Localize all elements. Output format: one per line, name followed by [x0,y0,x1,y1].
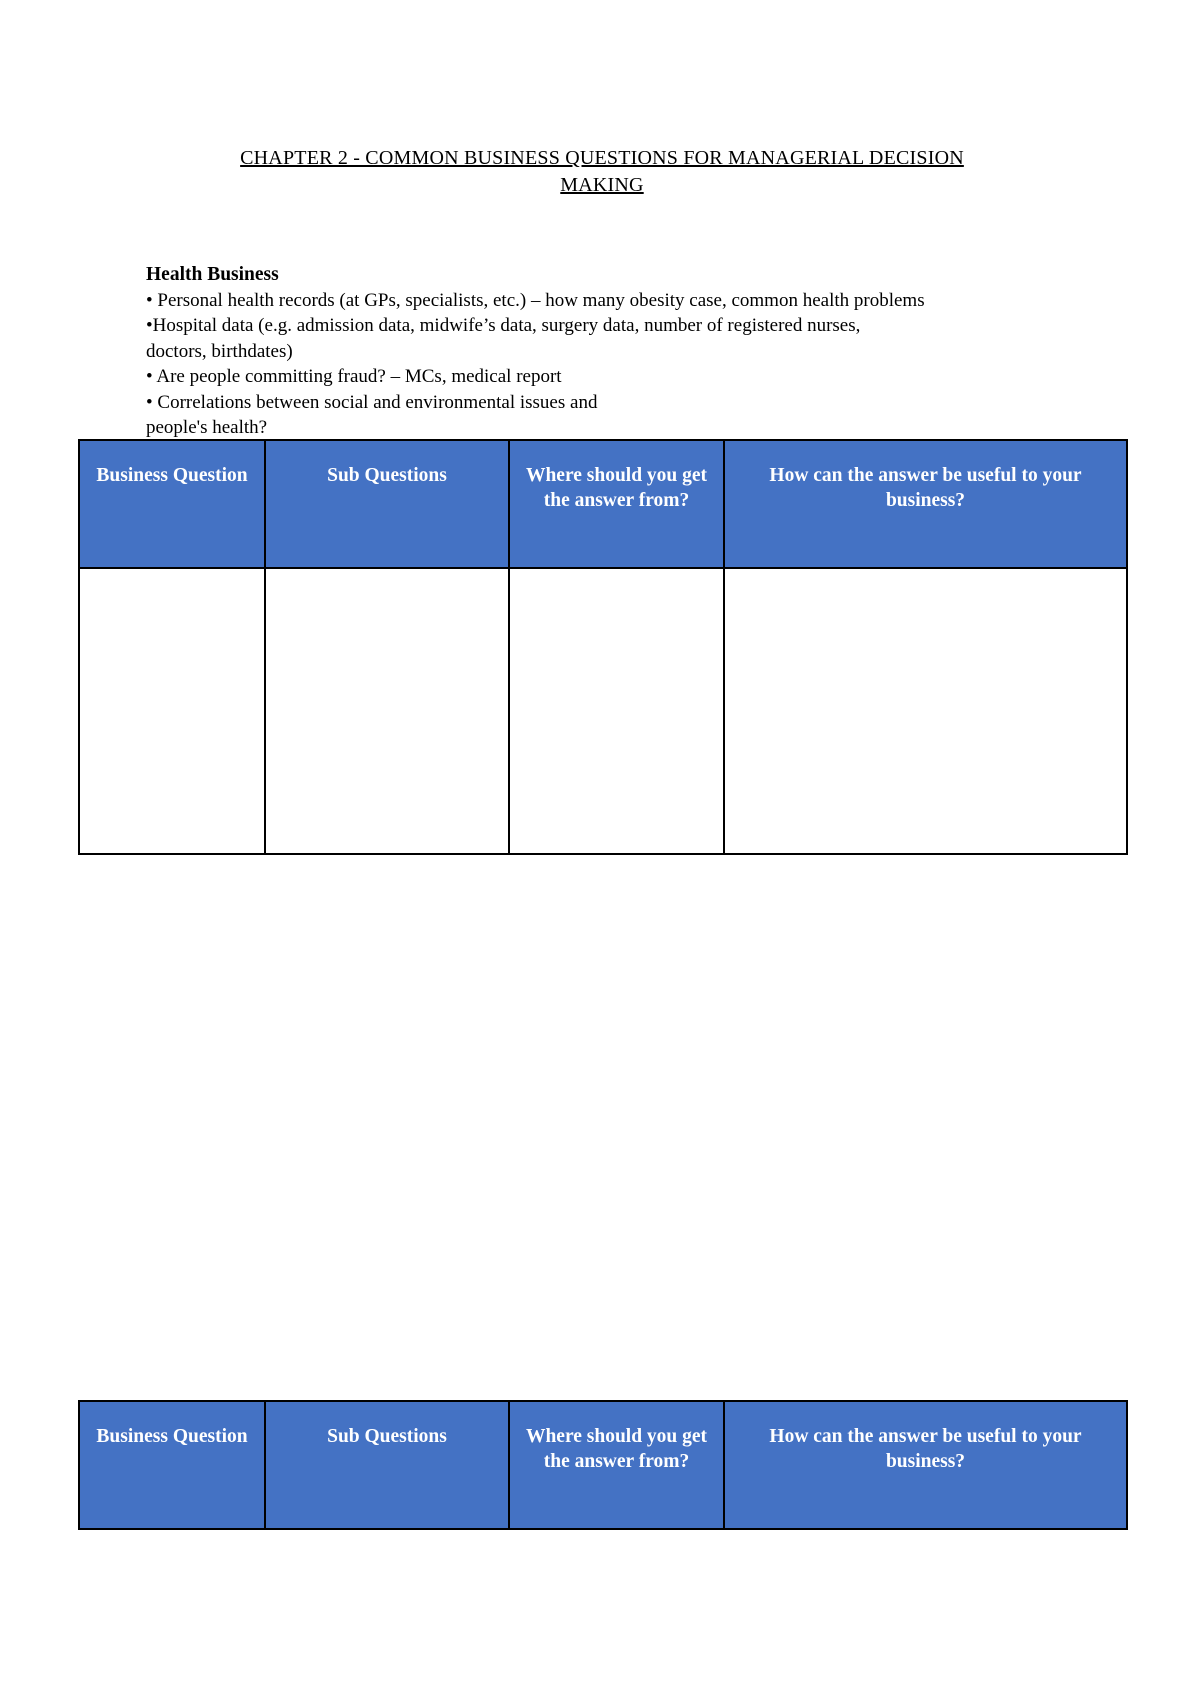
page-title-line-2: MAKING [560,174,644,196]
header-usefulness: How can the answer be useful to your business? [724,1401,1127,1529]
table-row [79,568,1127,854]
bullet-hospital-data: •Hospital data (e.g. admission data, midwife’s data, surgery data, number of registered nurses, [146,315,861,336]
cell-answer-source[interactable] [509,568,724,854]
header-answer-source: Where should you get the answer from? [509,1401,724,1529]
table-header-row [79,440,1127,568]
header-business-question: Business Question [79,440,265,568]
section-heading: Health Business [146,264,279,285]
table-header-row [79,1401,1127,1529]
bullet-personal-health-records: • Personal health records (at GPs, specialists, etc.) – how many obesity case, common health problems [146,289,925,311]
header-usefulness: How can the answer be useful to your business? [724,440,1127,568]
header-sub-questions: Sub Questions [265,1401,509,1529]
bullet-correlations: • Correlations between social and environmental issues and [146,391,598,413]
page-title-line-1: CHAPTER 2 - COMMON BUSINESS QUESTIONS FOR MANAGERIAL DECISION [240,147,964,169]
cell-business-question[interactable] [79,568,265,854]
header-answer-source: Where should you get the answer from? [509,440,724,568]
question-table-1 [78,439,1128,855]
health-business-section [146,262,1086,441]
cell-sub-questions[interactable] [265,568,509,854]
cell-usefulness[interactable] [724,568,1127,854]
page-title [160,145,1044,199]
question-table-2 [78,1400,1128,1530]
bullet-hospital-data-continued: doctors, birthdates) [146,340,293,362]
header-sub-questions: Sub Questions [265,440,509,568]
header-business-question: Business Question [79,1401,265,1529]
bullet-correlations-continued: people's health? [146,417,268,438]
bullet-fraud: • Are people committing fraud? – MCs, medical report [146,366,562,387]
